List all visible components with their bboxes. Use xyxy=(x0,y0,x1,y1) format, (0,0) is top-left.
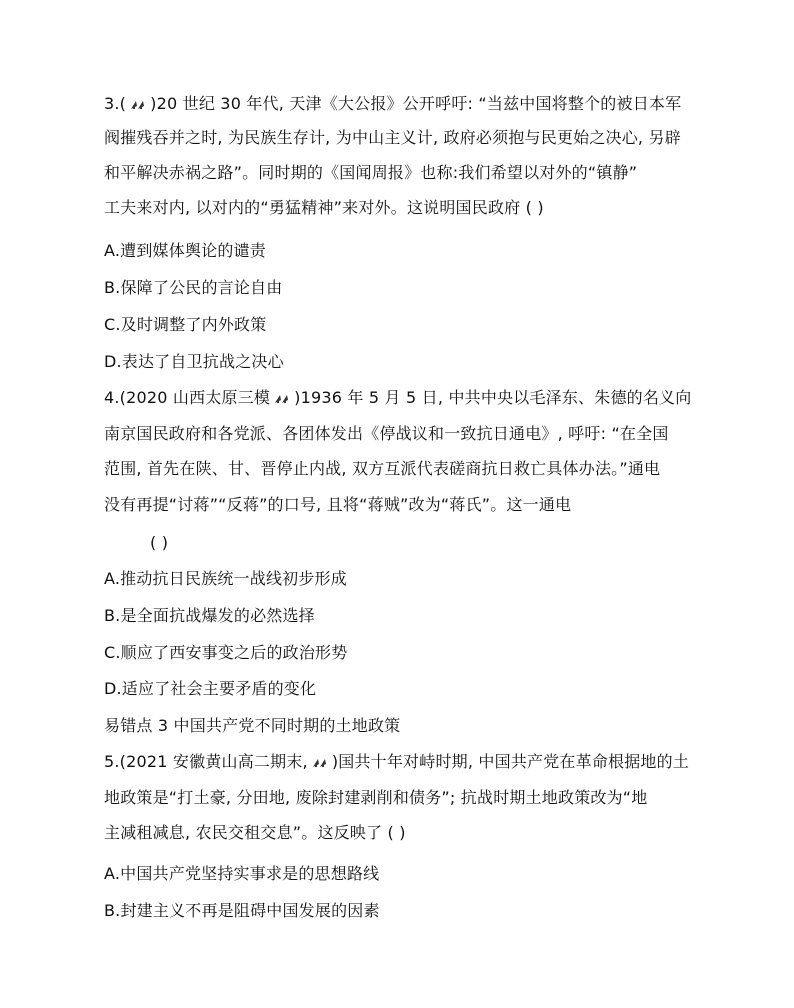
q5-text-1: )国共十年对峙时期, 中国共产党在革命根据地的土 xyxy=(331,752,690,771)
q5-line-2: 地政策是“打土豪, 分田地, 废除封建剥削和债务”; 抗战时期土地政策改为“地 xyxy=(104,788,648,807)
q3-number: 3. xyxy=(104,94,120,113)
q5-option-a[interactable]: A.中国共产党坚持实事求是的思想路线 xyxy=(104,864,380,883)
section-heading: 易错点 3 中国共产党不同时期的土地政策 xyxy=(104,716,401,735)
q4-source: (2020 山西太原三模 xyxy=(119,388,271,407)
q4-number: 4. xyxy=(104,388,120,407)
q4-line-3: 范围, 首先在陕、甘、晋停止内战, 双方互派代表磋商抗日救亡具体办法。”通电 xyxy=(104,459,661,478)
two-star-difficulty-icon xyxy=(272,393,292,405)
q4-option-b[interactable]: B.是全面抗战爆发的必然选择 xyxy=(104,606,315,625)
q4-option-a[interactable]: A.推动抗日民族统一战线初步形成 xyxy=(104,569,347,588)
two-star-difficulty-icon xyxy=(128,99,148,111)
q4-line-2: 南京国民政府和各党派、各团体发出《停战议和一致抗日通电》, 呼吁: “在全国 xyxy=(104,424,669,443)
q4-line-4: 没有再提“讨蒋”“反蒋”的口号, 且将“蒋贼”改为“蒋氏”。这一通电 xyxy=(104,495,572,514)
q5-option-b[interactable]: B.封建主义不再是阻碍中国发展的因素 xyxy=(104,901,380,920)
two-star-difficulty-icon xyxy=(310,757,330,769)
q4-option-c[interactable]: C.顺应了西安事变之后的政治形势 xyxy=(104,643,348,662)
q3-line-3: 和平解决赤祸之路”。同时期的《国闻周报》也称:我们希望以对外的“镇静” xyxy=(104,163,638,182)
q4-line-1 xyxy=(104,388,704,408)
q3-line-4: 工夫来对内, 以对内的“勇猛精神”来对外。这说明国民政府 ( ) xyxy=(104,198,544,217)
q3-option-d[interactable]: D.表达了自卫抗战之决心 xyxy=(104,352,284,371)
q3-option-c[interactable]: C.及时调整了内外政策 xyxy=(104,315,267,334)
q3-text-1: 20 世纪 30 年代, 天津《大公报》公开呼吁: “当兹中国将整个的被日本军 xyxy=(156,94,682,113)
q5-number: 5. xyxy=(104,752,120,771)
q3-option-a[interactable]: A.遭到媒体舆论的谴责 xyxy=(104,241,266,260)
q5-line-1 xyxy=(104,752,704,772)
q3-option-b[interactable]: B.保障了公民的言论自由 xyxy=(104,278,283,297)
q5-source: (2021 安徽黄山高二期末, xyxy=(119,752,308,771)
q4-answer-blank: ( ) xyxy=(150,533,169,552)
q4-option-d[interactable]: D.适应了社会主要矛盾的变化 xyxy=(104,679,317,698)
q3-line-1: 3.( )20 世纪 30 年代, 天津《大公报》公开呼吁: “当兹中国将整个的被日本军 xyxy=(104,94,682,113)
q3-line-2: 阀摧残吞并之时, 为民族生存计, 为中山主义计, 政府必须抱与民更始之决心, 另辟 xyxy=(104,128,681,147)
q5-line-3: 主减租减息, 农民交租交息”。这反映了 ( ) xyxy=(104,823,406,842)
q4-text-1: )1936 年 5 月 5 日, 中共中央以毛泽东、朱德的名义向 xyxy=(294,388,692,407)
